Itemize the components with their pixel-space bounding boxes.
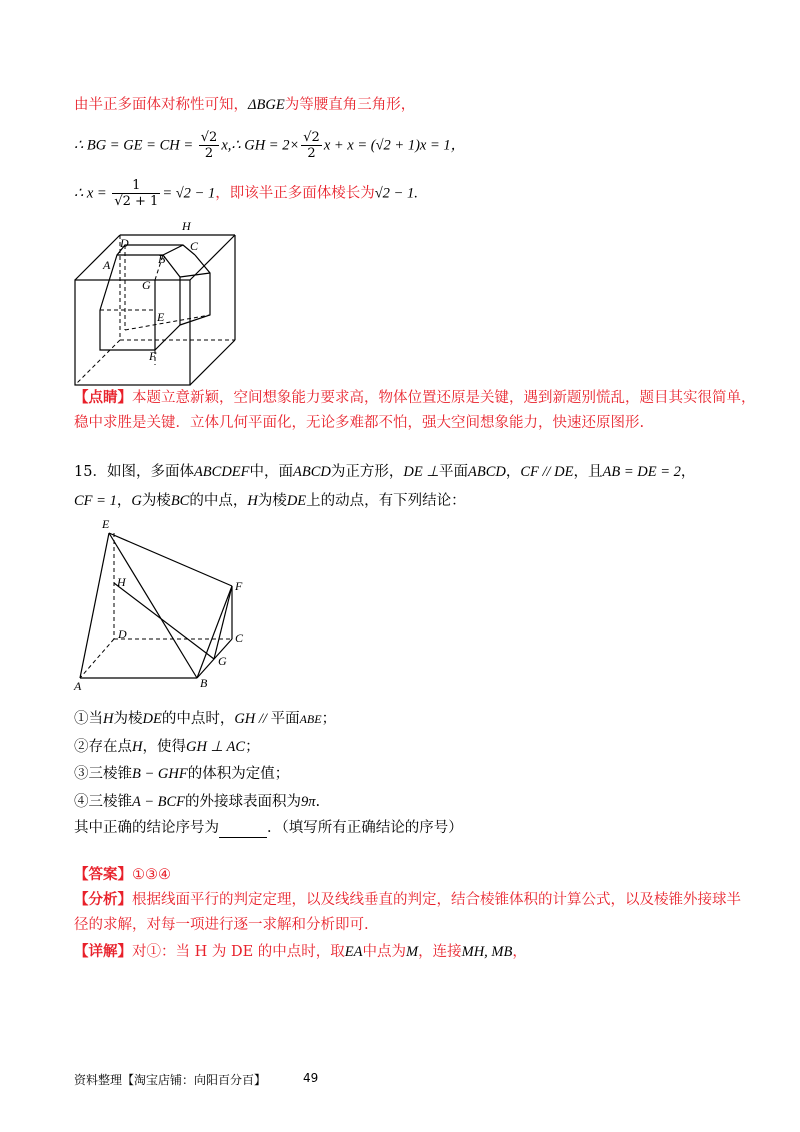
statement-text: ，使得 [142,739,186,755]
solution-text: 为等腰直角三角形， [284,97,416,113]
math-text: = √2 − 1 [162,185,216,202]
statement-text: ③三棱锥 [74,766,132,782]
label-A: A [74,679,82,693]
solution-line-2 [74,130,465,161]
poly-edge [163,245,183,255]
fraction-numerator: √2 [200,130,218,145]
math-text: A − BCF [132,794,186,810]
statement-text: ④三棱锥 [74,794,132,810]
detail-tag: 【详解】 [74,943,132,960]
detail-text: ， [512,944,527,960]
edge-EB [109,533,197,678]
label-B: B [158,252,166,266]
problem-15-line-2 [74,491,466,511]
math-text: DE [142,711,162,727]
label-G: G [142,278,151,292]
label-E: E [157,310,165,324]
statement-text: 的外接球表面积为 [185,794,302,810]
statement-text: ； [321,711,337,727]
question-text: 其中正确的结论序号为 [74,820,219,836]
statement-text: ①当 [74,711,103,727]
math-text: x,∴ GH = 2× [221,137,300,154]
figure-polyhedron-abcdef [72,518,252,693]
edge-AE [80,533,109,678]
footer-source: 资料整理【淘宝店铺：向阳百分百】 [74,1073,267,1087]
problem-text: 平面 [438,464,468,480]
problem-text: 上的动点，有下列结论： [306,493,466,509]
math-text: H [247,493,258,509]
math-text: DE ⊥ [403,464,439,480]
solution-text: ，即该半正多面体棱长为 [215,185,375,202]
solution-text: 由半正多面体对称性可知， [74,97,248,113]
fraction-denominator: √2 + 1 [114,194,159,209]
edge-BF [197,586,232,678]
problem-text: ， [116,493,132,509]
math-text: BC [170,493,190,509]
fraction-numerator: √2 [303,130,320,145]
detail-text: ，连接 [418,944,462,960]
detail-line-1 [74,942,527,962]
answer-line [74,865,171,885]
problem-text: ， [505,464,521,480]
problem-text: 为棱 [257,493,287,509]
math-text: B − GHF [132,766,188,782]
problem-15-line-1 [74,462,695,482]
statement-text: ②存在点 [74,739,132,755]
cube-edge [75,235,120,280]
page-number: 49 [303,1071,319,1085]
math-text: √2 − 1. [374,185,418,202]
problem-text: 中，面 [249,464,294,480]
problem-text: 为棱 [141,493,171,509]
math-text: ABCDEF [193,464,250,480]
statement-2 [74,737,260,757]
math-text: DE [286,493,307,509]
solution-line-3 [74,178,418,209]
math-text: CF // DE [520,464,574,480]
math-text: ABCD [293,464,331,480]
fraction-denominator: 2 [204,146,214,161]
label-F: F [235,579,243,593]
label-D: D [120,236,129,250]
math-text: CF = 1 [74,493,117,509]
figure-cube-polyhedron [70,215,240,390]
hidden-edge [75,340,120,385]
statement-text: 平面 [270,711,300,727]
label-C: C [235,631,244,645]
math-text: EA [344,944,363,960]
detail-text: 对①：当 H 为 DE 的中点时，取 [132,944,345,960]
math-text: H [132,739,143,755]
math-text: GH // [234,711,271,727]
math-text: G [131,493,142,509]
math-text: H [103,711,114,727]
dianjing-text: 稳中求胜是关键．立体几何平面化，无论多难都不怕，强大空间想象能力，快速还原图形. [74,415,645,431]
statement-3 [74,764,289,784]
triangle-name: ΔBGE [248,97,285,113]
math-text: M [406,944,419,960]
dianjing-line-2 [74,413,644,433]
math-text: GH ⊥ AC [185,739,246,755]
dianjing-line-1 [74,388,756,408]
dianjing-text: 本题立意新颖，空间想象能力要求高，物体位置还原是关键，遇到新题别慌乱，题目其实很简单， [132,390,756,406]
statement-text: 为棱 [113,711,143,727]
problem-text: 15．如图，多面体 [74,464,194,480]
question-line [74,818,463,838]
solution-line-1 [74,95,415,115]
math-text: MH, MB [461,944,513,960]
fraction-numerator: 1 [112,178,160,194]
label-D: D [118,627,127,641]
math-text: ABE [299,712,322,726]
math-text: 9π [301,794,316,810]
segment-HG [114,583,214,659]
statement-1 [74,709,336,729]
label-A: A [103,258,111,272]
analysis-line-1 [74,890,741,910]
answer-text: ①③④ [132,867,171,883]
statement-text: . [315,794,321,810]
detail-text: 中点为 [362,944,407,960]
label-H: H [117,575,126,589]
statement-text: 的中点时， [161,711,235,727]
answer-blank[interactable] [219,823,267,838]
cube-edge [190,340,235,385]
analysis-line-2 [74,915,369,935]
analysis-text: 径的求解，对每一项进行逐一求解和分析即可. [74,917,369,933]
hidden-edge [125,315,210,330]
math-text: ∴ x = [74,185,111,202]
label-G: G [218,654,227,668]
statement-4 [74,792,320,812]
analysis-tag: 【分析】 [74,891,132,908]
problem-text: ， [680,464,696,480]
segment-GF [214,586,232,659]
poly-edge [180,273,210,277]
analysis-text: 根据线面平行的判定定理，以及线线垂直的判定，结合棱锥体积的计算公式，以及棱锥外接球半 [132,892,741,908]
label-F: F [149,349,157,363]
edge-EF [109,533,232,586]
label-H: H [182,219,191,233]
problem-text: 的中点， [189,493,248,509]
poly-edge [117,245,195,255]
hidden-edge-DA [80,639,114,678]
statement-text: ； [245,739,260,755]
problem-text: 为正方形， [330,464,404,480]
statement-text: 的体积为定值； [187,766,290,782]
problem-text: ，且 [573,464,603,480]
fraction [112,178,160,209]
fraction [199,130,220,161]
math-text: ABCD [467,464,506,480]
fraction-denominator: 2 [307,146,316,161]
fraction [301,130,322,161]
math-text: x + x = (√2 + 1)x = 1， [323,137,466,154]
math-text: ∴ BG = GE = CH = [74,137,197,154]
poly-edge [155,255,180,350]
label-E: E [102,517,110,531]
label-B: B [200,676,208,690]
label-C: C [190,239,199,253]
poly-edge [180,255,210,325]
math-text: AB = DE = 2 [602,464,681,480]
answer-tag: 【答案】 [74,866,132,883]
question-text: ．（填写所有正确结论的序号） [267,820,463,836]
dianjing-tag: 【点睛】 [74,389,132,406]
